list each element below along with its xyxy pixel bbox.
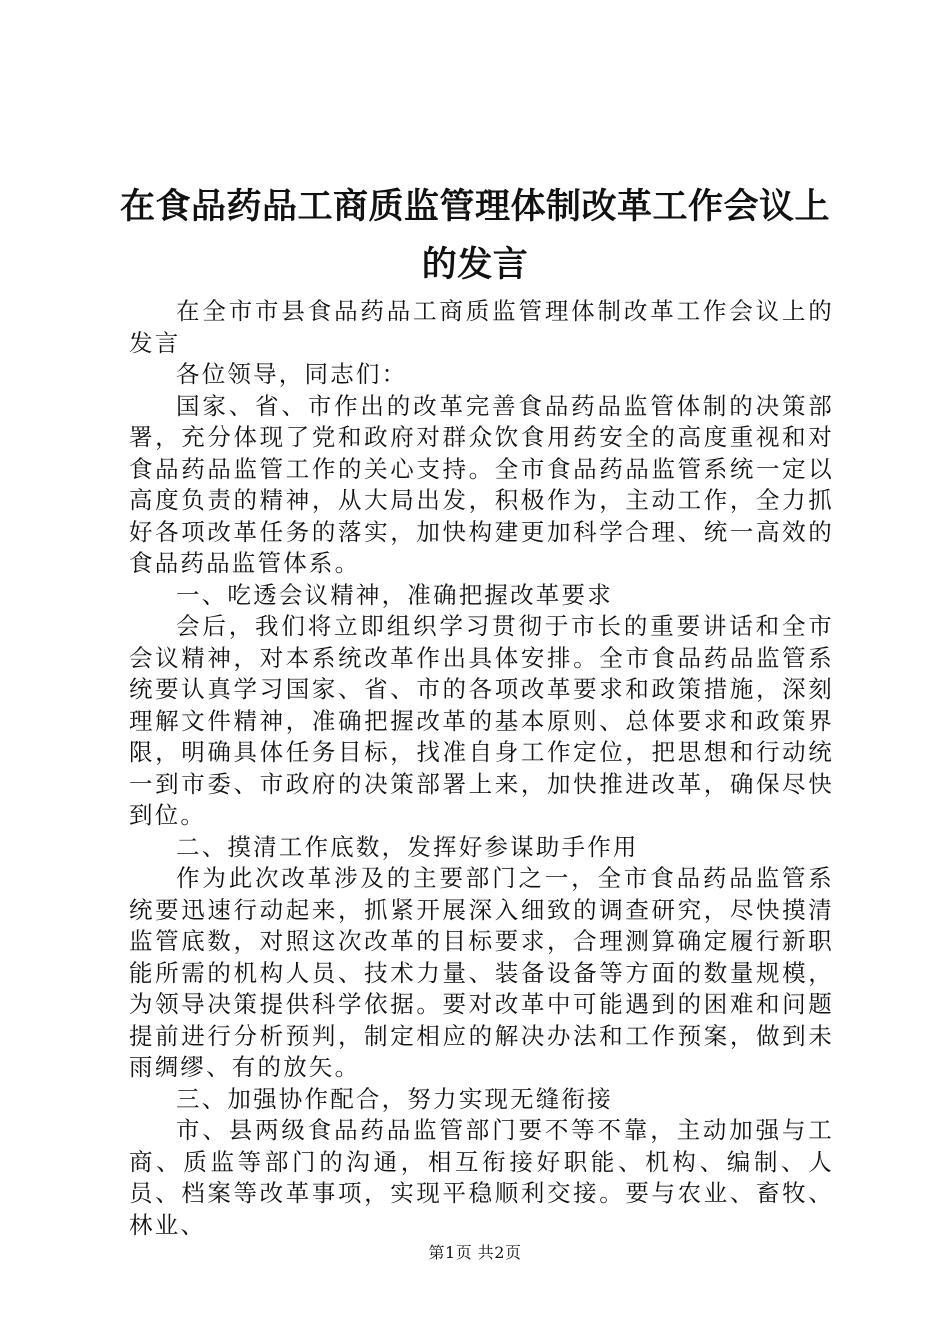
section-heading: 二、摸清工作底数，发挥好参谋助手作用 bbox=[176, 832, 639, 861]
title-line-2: 的发言 bbox=[421, 245, 529, 285]
section-heading: 一、吃透会议精神，准确把握改革要求 bbox=[176, 580, 613, 609]
document-title bbox=[100, 178, 850, 294]
body-paragraph: 国家、省、市作出的改革完善食品药品监管体制的决策部署，充分体现了党和政府对群众饮食用药安全的高度重视和对食品药品监管工作的关心支持。全市食品药品监管系统一定以高度负责的精神，从大局出发，积极作为，主动工作，全力抓好各项改革任务的落实，加快构建更加科学合理、统一高效的食品药品监管体系。 bbox=[129, 391, 834, 577]
body-paragraph: 会后，我们将立即组织学习贯彻于市长的重要讲话和全市会议精神，对本系统改革作出具体安排。全市食品药品监管系统要认真学习国家、省、市的各项改革要求和政策措施，深刻理解文件精神，准确把握改革的基本原则、总体要求和政策界限，明确具体任务目标，找准自身工作定位，把思想和行动统一到市委、市政府的决策部署上来，加快推进改革，确保尽快到位。 bbox=[129, 612, 834, 829]
document-body bbox=[129, 296, 834, 1241]
subtitle-paragraph: 在全市市县食品药品工商质监管理体制改革工作会议上的发言 bbox=[129, 297, 834, 357]
body-paragraph: 作为此次改革涉及的主要部门之一，全市食品药品监管系统要迅速行动起来，抓紧开展深入细致的调查研究，尽快摸清监管底数，对照这次改革的目标要求，合理测算确定履行新职能所需的机构人员、技术力量、装备设备等方面的数量规模，为领导决策提供科学依据。要对改革中可能遇到的困难和问题提前进行分析预判，制定相应的解决办法和工作预案，做到未雨绸缪、有的放矢。 bbox=[129, 864, 834, 1081]
salutation: 各位领导，同志们： bbox=[176, 360, 408, 388]
section-heading: 三、加强协作配合，努力实现无缝衔接 bbox=[176, 1084, 613, 1113]
body-paragraph: 市、县两级食品药品监管部门要不等不靠，主动加强与工商、质监等部门的沟通，相互衔接好职能、机构、编制、人员、档案等改革事项，实现平稳顺利交接。要与农业、畜牧、林业、 bbox=[129, 1116, 834, 1239]
title-line-1: 在食品药品工商质监管理体制改革工作会议上 bbox=[119, 187, 830, 227]
page-number-footer: 第1页 共2页 bbox=[428, 1243, 522, 1262]
